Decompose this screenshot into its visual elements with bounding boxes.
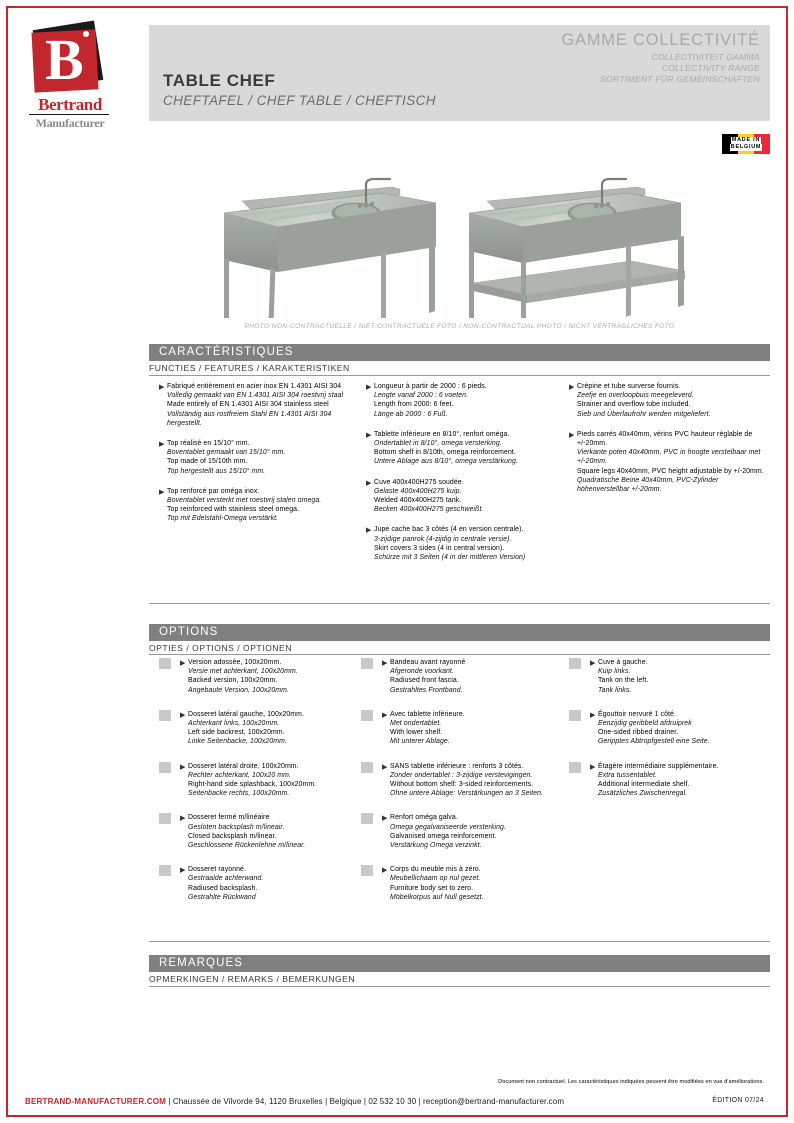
entry-line-fr: Pieds carrés 40x40mm, vérins PVC hauteur réglable de +/-20mm. bbox=[577, 430, 753, 448]
product-photo-group bbox=[149, 153, 770, 318]
characteristics-column-3 bbox=[569, 382, 769, 505]
range-translation-line: SORTIMENT FÜR GEMEINSCHAFTEN bbox=[600, 74, 760, 84]
photo-disclaimer-caption: PHOTO NON-CONTRACTUELLE / NIET-CONTRACTUELE FOTO / NON-CONTRACTUAL PHOTO / NICHT VERTRAGLICHES FOTO bbox=[244, 323, 675, 330]
characteristic-entry bbox=[366, 525, 562, 562]
options-column-3[interactable] bbox=[569, 658, 769, 813]
bullet-arrow-icon: ▶ bbox=[180, 815, 186, 823]
entry-line-en: Radiused front fascia. bbox=[390, 677, 459, 685]
footer-address: | Chaussée de Vilvorde 94, 1120 Bruxelles | Belgique | 02 532 10 30 | reception@bertrand-manufacturer.com bbox=[166, 1097, 565, 1106]
option-checkbox[interactable] bbox=[569, 710, 581, 721]
bullet-arrow-icon: ▶ bbox=[382, 763, 388, 771]
entry-line-en: Left side backrest, 100x20mm. bbox=[188, 729, 285, 737]
entry-line-de: Tank links. bbox=[598, 686, 632, 694]
entry-line-en: Top reinforced with stainless steel omega. bbox=[167, 506, 300, 514]
made-in-belgium-badge bbox=[722, 134, 770, 154]
range-translation-line: COLLECTIVITEIT GAMMA bbox=[651, 52, 760, 62]
divider-remarks bbox=[149, 986, 770, 987]
header-banner bbox=[149, 25, 770, 121]
entry-line-de: Top hergestellt aus 15/10° mm. bbox=[167, 467, 266, 475]
entry-line-nl: Extra tussentablet. bbox=[598, 771, 657, 779]
range-translations bbox=[600, 52, 760, 85]
entry-line-nl: Boventablet versterkt met roestvrij stalen omega. bbox=[167, 497, 322, 505]
entry-line-nl: Versie met achterkant, 100x20mm. bbox=[188, 668, 298, 676]
entry-line-en: Welded 400x400H275 tank. bbox=[374, 497, 462, 505]
entry-line-nl: Met ondertablet. bbox=[390, 720, 442, 728]
section-subtitle-remarks: OPMERKINGEN / REMARKS / BEMERKUNGEN bbox=[149, 974, 356, 984]
entry-line-fr: Jupe cache bac 3 côtés (4 en version centrale). bbox=[374, 526, 524, 534]
entry-line-fr: Bandeau avant rayonné bbox=[390, 659, 466, 666]
entry-line-de: Becken 400x400H275 geschweißt. bbox=[374, 506, 484, 514]
entry-line-fr: Renfort oméga galva. bbox=[390, 814, 458, 822]
entry-line-fr: Fabriqué entièrement en acier inox EN 1.4301 AISI 304 bbox=[167, 383, 342, 390]
entry-line-en: Top made of 15/10th mm. bbox=[167, 458, 248, 466]
bullet-arrow-icon: ▶ bbox=[366, 479, 372, 487]
entry-line-de: Untere Ablage aus 8/10°, omega verstärkung. bbox=[374, 458, 518, 466]
entry-line-fr: Égouttoir nervuré 1 côté. bbox=[598, 710, 676, 718]
entry-line-nl: Kuip links. bbox=[598, 668, 631, 676]
entry-line-fr: Dosseret fermé m/linéaire bbox=[188, 814, 270, 822]
entry-line-nl: Eenzijdig geribbeld afdruiprek bbox=[598, 720, 692, 728]
bullet-arrow-icon: ▶ bbox=[159, 488, 165, 496]
bullet-arrow-icon: ▶ bbox=[382, 711, 388, 719]
option-checkbox[interactable] bbox=[159, 813, 171, 824]
entry-line-nl: Afgeronde voorkant. bbox=[390, 668, 454, 676]
bullet-arrow-icon: ▶ bbox=[366, 431, 372, 439]
entry-line-en: Backed version, 100x20mm. bbox=[188, 677, 278, 685]
option-item[interactable] bbox=[159, 658, 354, 695]
entry-line-en: Furniture body set to zero. bbox=[390, 884, 474, 892]
option-item[interactable] bbox=[361, 658, 561, 695]
footer-contact bbox=[25, 1097, 564, 1106]
entry-line-nl: Lengte vanaf 2000 : 6 voeten. bbox=[374, 392, 469, 400]
entry-line-en: Square legs 40x40mm, PVC height adjustable by +/-20mm. bbox=[577, 467, 764, 475]
option-checkbox[interactable] bbox=[361, 813, 373, 824]
option-checkbox[interactable] bbox=[159, 865, 171, 876]
company-logo bbox=[21, 17, 113, 133]
characteristic-entry bbox=[159, 439, 359, 476]
section-header-remarks: REMARQUES bbox=[149, 955, 770, 972]
badge-line-1: MADE IN bbox=[731, 137, 761, 143]
page-title: TABLE CHEF bbox=[163, 71, 276, 90]
entry-line-de: Gestrahlte Rückwand bbox=[188, 893, 256, 901]
option-checkbox[interactable] bbox=[569, 658, 581, 669]
entry-line-fr: Dosseret latéral gauche, 100x20mm. bbox=[188, 710, 305, 718]
bullet-arrow-icon: ▶ bbox=[590, 763, 596, 771]
entry-line-fr: SANS tablette inférieure : renforts 3 côtés. bbox=[390, 762, 524, 770]
bullet-arrow-icon: ▶ bbox=[382, 867, 388, 875]
entry-line-de: Quadratische Beine 40x40mm, PVC-Zylinder höhenverstellbar +/-20mm. bbox=[577, 476, 719, 494]
characteristic-entry bbox=[159, 382, 359, 428]
bullet-arrow-icon: ▶ bbox=[366, 384, 372, 391]
bullet-arrow-icon: ▶ bbox=[159, 441, 165, 449]
entry-line-fr: Dosseret rayonné. bbox=[188, 866, 247, 874]
entry-line-fr: Version adossée, 100x20mm. bbox=[188, 659, 282, 666]
entry-line-fr: Crépine et tube surverse fournis. bbox=[577, 383, 681, 390]
entry-line-de: Seitenbacke rechts, 100x20mm. bbox=[188, 790, 290, 798]
option-item[interactable] bbox=[361, 865, 561, 902]
bullet-arrow-icon: ▶ bbox=[366, 527, 372, 535]
entry-line-en: Strainer and overflow tube included. bbox=[577, 401, 691, 409]
divider-characteristics bbox=[149, 375, 770, 376]
option-item[interactable] bbox=[159, 710, 354, 747]
entry-line-de: Top mit Edelstahl-Omega verstärkt. bbox=[167, 515, 279, 523]
logo-brand-subtitle: Manufacturer bbox=[35, 116, 105, 130]
option-checkbox[interactable] bbox=[569, 762, 581, 773]
entry-line-nl: Gelaste 400x400H275 kuip. bbox=[374, 487, 462, 495]
entry-line-de: Gestrahltes Frontband. bbox=[390, 686, 463, 694]
entry-line-en: Galvanised omega reinforcement. bbox=[390, 832, 497, 840]
options-column-1[interactable] bbox=[159, 658, 354, 917]
footer-edition: ÉDITION 07/24 bbox=[712, 1097, 764, 1104]
characteristics-column-2 bbox=[366, 382, 562, 573]
option-item[interactable] bbox=[569, 710, 769, 747]
entry-line-en: Bottom shelf in 8/10th, omega reinforcement. bbox=[374, 449, 516, 457]
bullet-arrow-icon: ▶ bbox=[590, 660, 596, 667]
entry-line-fr: Longueur à partir de 2000 : 6 pieds. bbox=[374, 383, 487, 390]
entry-line-fr: Étagère intermédiaire supplémentaire. bbox=[598, 762, 719, 770]
option-checkbox[interactable] bbox=[361, 658, 373, 669]
entry-line-nl: Achterkant links, 100x20mm. bbox=[188, 720, 280, 728]
bullet-arrow-icon: ▶ bbox=[180, 763, 186, 771]
logo-dot-icon bbox=[83, 31, 89, 37]
option-checkbox[interactable] bbox=[361, 762, 373, 773]
entry-line-de: Geripptes Abtropfgestell eine Seite. bbox=[598, 738, 710, 746]
entry-line-de: Angebaute Version, 100x20mm. bbox=[188, 686, 289, 694]
section-subtitle-options: OPTIES / OPTIONS / OPTIONEN bbox=[149, 643, 292, 653]
entry-line-de: Verstärkung Omega verzinkt. bbox=[390, 842, 482, 850]
entry-line-de: Länge ab 2000 : 6 Fuß. bbox=[374, 410, 448, 418]
entry-line-fr: Cuve 400x400H275 soudée. bbox=[374, 478, 464, 486]
range-title: GAMME COLLECTIVITÉ bbox=[561, 31, 760, 49]
entry-line-en: Made entirely of EN 1.4301 AISI 304 stainless steel bbox=[167, 401, 329, 409]
bullet-arrow-icon: ▶ bbox=[180, 867, 186, 875]
bullet-arrow-icon: ▶ bbox=[159, 384, 165, 391]
legal-disclaimer: Document non contractuel. Les caractéristiques indiquées peuvent être modifiées en vue d'améliorations. bbox=[498, 1079, 764, 1085]
logo-letter-b: B bbox=[45, 27, 83, 92]
option-checkbox[interactable] bbox=[159, 710, 171, 721]
characteristic-entry bbox=[159, 487, 359, 524]
divider-characteristics-bottom bbox=[149, 603, 770, 604]
option-item[interactable] bbox=[569, 658, 769, 695]
entry-line-de: Ohne untere Ablage: Verstärkungen an 3 Seiten. bbox=[390, 790, 544, 798]
option-checkbox[interactable] bbox=[361, 710, 373, 721]
entry-line-fr: Corps du meuble mis à zéro. bbox=[390, 866, 481, 874]
entry-line-fr: Top réalisé en 15/10° mm. bbox=[167, 440, 250, 448]
entry-line-fr: Top renforcé par oméga inox. bbox=[167, 487, 260, 495]
badge-line-2: BELGIUM bbox=[730, 144, 762, 150]
option-item[interactable] bbox=[569, 762, 769, 799]
bullet-arrow-icon: ▶ bbox=[382, 815, 388, 823]
options-column-2[interactable] bbox=[361, 658, 561, 917]
badge-text bbox=[722, 137, 770, 151]
logo-divider bbox=[29, 114, 109, 115]
entry-line-de: Zusätzliches Zwischenregal. bbox=[598, 790, 688, 798]
option-item[interactable] bbox=[159, 762, 354, 799]
option-item[interactable] bbox=[159, 865, 354, 902]
page-header bbox=[3, 3, 794, 150]
entry-line-nl: Zeefje en overloopbuis meegeleverd. bbox=[577, 392, 694, 400]
characteristic-entry bbox=[569, 382, 769, 419]
characteristic-entry bbox=[366, 430, 562, 467]
option-item[interactable] bbox=[361, 813, 561, 850]
bullet-arrow-icon: ▶ bbox=[180, 660, 186, 667]
entry-line-fr: Avec tablette inférieure. bbox=[390, 710, 465, 718]
entry-line-en: Closed backsplash m/linear. bbox=[188, 832, 277, 840]
divider-options-bottom bbox=[149, 941, 770, 942]
entry-line-fr: Cuve à gauche. bbox=[598, 659, 648, 666]
entry-line-nl: Volledig gemaakt van EN 1.4301 AISI 304 roestvrij staal bbox=[167, 392, 344, 400]
option-item[interactable] bbox=[361, 710, 561, 747]
characteristic-entry bbox=[366, 478, 562, 515]
logo-brand-name: Bertrand bbox=[38, 95, 102, 114]
characteristic-entry bbox=[569, 430, 769, 494]
entry-line-de: Geschlossene Rückenlehne m/linear. bbox=[188, 842, 306, 850]
range-translation-line: COLLECTIVITY RANGE bbox=[661, 63, 760, 73]
product-photo-left bbox=[224, 179, 436, 318]
entry-line-de: Linke Seitenbacke, 100x20mm. bbox=[188, 738, 287, 746]
entry-line-nl: Gestraalde achterwand. bbox=[188, 875, 264, 883]
bullet-arrow-icon: ▶ bbox=[180, 711, 186, 719]
entry-line-de: Schürze mit 3 Seiten (4 in der mittleren Version) bbox=[374, 554, 526, 562]
option-item[interactable] bbox=[159, 813, 354, 850]
entry-line-fr: Tablette inférieure en 8/10°, renfort oméga. bbox=[374, 430, 510, 438]
section-header-characteristics: CARACTÉRISTIQUES bbox=[149, 344, 770, 361]
entry-line-de: Sieb und Überlaufrohr werden mitgeliefert. bbox=[577, 410, 711, 418]
entry-line-en: Radiused backsplash. bbox=[188, 884, 258, 892]
entry-line-en: One-sided ribbed drainer. bbox=[598, 729, 679, 737]
characteristic-entry bbox=[366, 382, 562, 419]
entry-line-nl: Meubellichaam op nul gezet. bbox=[390, 875, 481, 883]
product-photo-right bbox=[469, 179, 685, 318]
entry-line-nl: Ondertablet in 8/10°, omega versterking. bbox=[374, 440, 502, 448]
option-checkbox[interactable] bbox=[159, 762, 171, 773]
entry-line-fr: Dosseret latéral droite, 100x20mm. bbox=[188, 762, 299, 770]
entry-line-nl: 3-zijdige panrok (4-zijdig in centrale versie). bbox=[374, 535, 512, 543]
entry-line-en: Right-hand side splashback, 100x20mm. bbox=[188, 781, 317, 789]
divider-options bbox=[149, 654, 770, 655]
entry-line-en: Tank on the left. bbox=[598, 677, 649, 685]
entry-line-en: Length from 2000: 6 feet. bbox=[374, 401, 454, 409]
entry-line-en: Additional intermediate shelf. bbox=[598, 781, 690, 789]
option-checkbox[interactable] bbox=[361, 865, 373, 876]
entry-line-nl: Gesloten backsplash m/lineair. bbox=[188, 823, 285, 831]
bullet-arrow-icon: ▶ bbox=[382, 660, 388, 667]
characteristics-column-1 bbox=[159, 382, 359, 535]
entry-line-nl: Omega gegalvaniseerde versterking. bbox=[390, 823, 507, 831]
entry-line-nl: Vierkante poten 40x40mm, PVC in hoogte verstelbaar met +/-20mm. bbox=[577, 449, 761, 466]
product-photos bbox=[149, 153, 770, 318]
bullet-arrow-icon: ▶ bbox=[569, 431, 575, 439]
entry-line-nl: Rechter achterkant, 100x20 mm. bbox=[188, 771, 291, 779]
option-checkbox[interactable] bbox=[159, 658, 171, 669]
section-subtitle-characteristics: FUNCTIES / FEATURES / KARAKTERISTIKEN bbox=[149, 363, 350, 373]
entry-line-de: Vollständig aus rostfreiem Stahl EN 1.4301 AISI 304 hergestellt. bbox=[167, 410, 332, 427]
entry-line-nl: Zonder ondertablet : 3-zijdige verstevigingen. bbox=[390, 771, 533, 779]
entry-line-en: With lower shelf. bbox=[390, 729, 443, 737]
bullet-arrow-icon: ▶ bbox=[590, 711, 596, 719]
entry-line-en: Without bottom shelf: 3-sided reinforcements. bbox=[390, 781, 534, 789]
section-header-options: OPTIONS bbox=[149, 624, 770, 641]
entry-line-nl: Boventablet gemaakt van 15/10° mm. bbox=[167, 449, 286, 457]
entry-line-de: Mit unterer Ablage. bbox=[390, 738, 450, 746]
entry-line-en: Skirt covers 3 sides (4 in central version). bbox=[374, 544, 505, 552]
bullet-arrow-icon: ▶ bbox=[569, 384, 575, 391]
option-item[interactable] bbox=[361, 762, 561, 799]
footer-website-link[interactable]: BERTRAND-MANUFACTURER.COM bbox=[25, 1097, 166, 1106]
entry-line-de: Möbelkorpus auf Null gesetzt. bbox=[390, 893, 484, 901]
page-title-translations: CHEFTAFEL / CHEF TABLE / CHEFTISCH bbox=[163, 93, 436, 108]
